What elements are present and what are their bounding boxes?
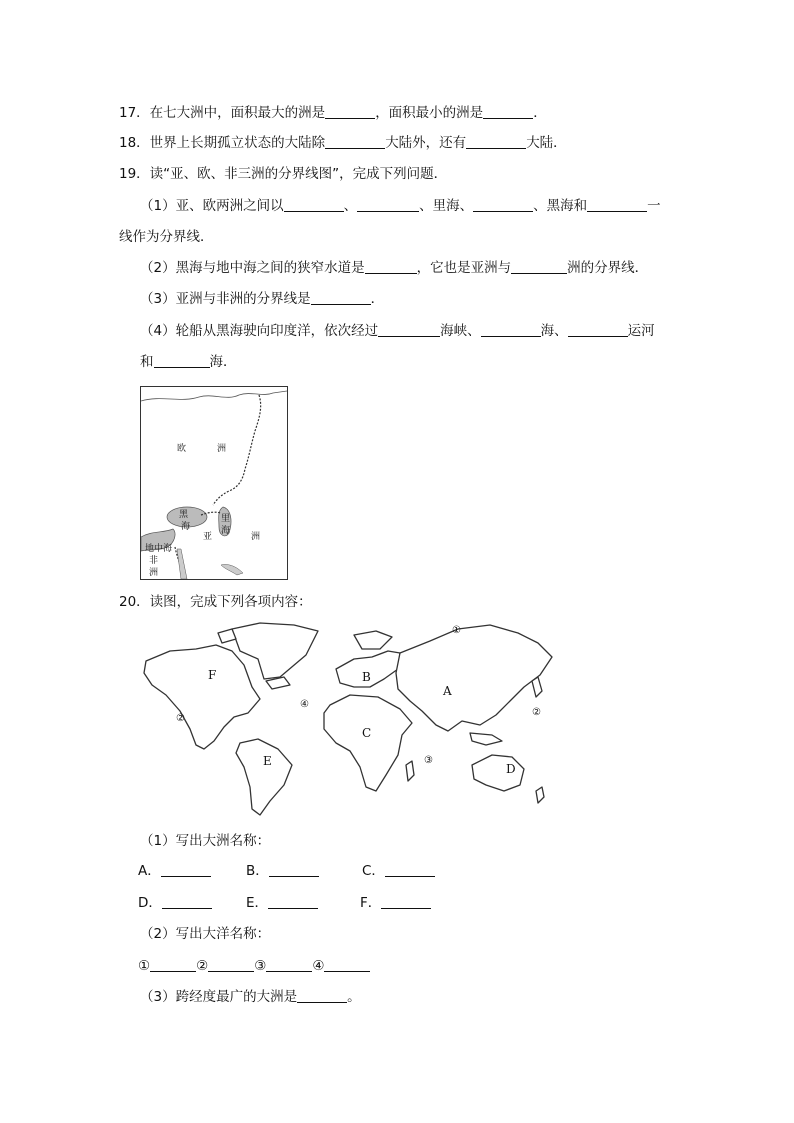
label-africa-1: 非: [149, 556, 159, 566]
ocean-label-2-west: ②: [176, 713, 185, 724]
q19-sub-1: [140, 197, 661, 215]
q20-blank-a[interactable]: [161, 862, 211, 877]
q17-text-1: 17．在七大洲中，面积最大的洲是: [119, 105, 326, 121]
q19-sub-2: [140, 259, 648, 277]
label-dizhonghai: 地中海: [145, 544, 173, 554]
q20-label-a: A．: [138, 863, 161, 879]
question-18: [119, 134, 567, 152]
boundary-map: [140, 386, 288, 580]
label-lihai-1: 里: [221, 514, 231, 524]
q19-s1-blank-3[interactable]: [473, 197, 533, 212]
ocean-label-2-east: ②: [532, 707, 541, 718]
q19-sub-4-cont: [140, 353, 237, 371]
q19-s1-blank-4[interactable]: [587, 197, 647, 212]
q20-s3-text: （3）跨经度最广的大洲是: [140, 989, 298, 1005]
q20-continents-row-2e: [246, 894, 318, 912]
q17-blank-1[interactable]: [325, 104, 375, 119]
q19-sub-3: [140, 290, 384, 308]
q17-text-3: ．: [533, 105, 547, 121]
q20-blank-widest[interactable]: [297, 988, 347, 1003]
q19-s1-blank-2[interactable]: [357, 197, 419, 212]
q20-oceans-row: [138, 957, 370, 975]
q19-s4-blank-4[interactable]: [154, 353, 210, 368]
label-heihai-2: 海: [181, 522, 191, 532]
q20-blank-d[interactable]: [162, 894, 212, 909]
q20-sub-1: （1）写出大洲名称：: [140, 833, 271, 849]
q20-blank-ocean-2[interactable]: [208, 957, 254, 972]
map-label-B: B: [362, 670, 371, 684]
label-europe-1: 欧: [177, 444, 187, 454]
q19-s4-text-e: 和: [140, 354, 154, 370]
q19-s1-text-a: （1）亚、欧两洲之间以: [140, 198, 284, 214]
q20-blank-c[interactable]: [385, 862, 435, 877]
q19-s1-sep: 、: [343, 198, 358, 214]
q20-blank-b[interactable]: [269, 862, 319, 877]
q19-s4-text-a: （4）轮船从黑海驶向印度洋，依次经过: [140, 323, 379, 339]
label-asia-2: 洲: [251, 532, 261, 542]
q19-s2-blank-1[interactable]: [365, 259, 417, 274]
q19-s1-text-d: 一: [647, 198, 661, 214]
ocean-label-4: ④: [300, 699, 309, 710]
q19-s4-text-c: 海、: [540, 323, 568, 339]
q20-label-b: B．: [246, 863, 269, 879]
ocean-label-1: ①: [452, 625, 461, 636]
q20-blank-ocean-3[interactable]: [266, 957, 312, 972]
world-map: [140, 615, 560, 820]
q20-continents-row-2: [138, 894, 212, 912]
q19-sub-1-cont: 线作为分界线．: [119, 229, 214, 245]
map-label-E: E: [263, 754, 272, 768]
label-heihai-1: 黑: [179, 510, 189, 520]
label-asia-1: 亚: [203, 532, 213, 542]
q20-sub-2: （2）写出大洋名称：: [140, 926, 271, 942]
map-label-D: D: [506, 762, 516, 776]
q19-sub-4: [140, 322, 655, 340]
q20-label-e: E．: [246, 895, 269, 911]
q19-s1-text-b: 、里海、: [419, 198, 474, 214]
q19-s4-blank-3[interactable]: [568, 322, 628, 337]
question-20-stem: 20．读图，完成下列各项内容：: [119, 594, 312, 610]
map-label-F: F: [208, 668, 217, 682]
q20-ocean-2: ②: [196, 958, 209, 974]
q18-text-3: 大陆．: [526, 135, 567, 151]
q19-s4-blank-2[interactable]: [481, 322, 541, 337]
q18-blank-1[interactable]: [325, 134, 385, 149]
q20-blank-e[interactable]: [268, 894, 318, 909]
q20-continents-row-1c: [362, 862, 435, 880]
q20-label-d: D．: [138, 895, 162, 911]
q19-s2-text-c: 洲的分界线．: [567, 260, 649, 276]
q20-blank-f[interactable]: [381, 894, 431, 909]
q20-continents-row-2f: [360, 894, 431, 912]
q19-s4-text-b: 海峡、: [440, 323, 481, 339]
question-19-stem: 19．读“亚、欧、非三洲的分界线图”，完成下列问题．: [119, 166, 448, 182]
q17-blank-2[interactable]: [483, 104, 533, 119]
q20-s3-end: 。: [347, 989, 361, 1005]
q20-ocean-1: ①: [138, 958, 151, 974]
label-europe-2: 洲: [217, 444, 227, 454]
q19-s4-blank-1[interactable]: [378, 322, 440, 337]
q18-text-2: 大陆外，还有: [385, 135, 467, 151]
q20-ocean-3: ③: [254, 958, 267, 974]
q19-s2-blank-2[interactable]: [511, 259, 567, 274]
q19-s4-text-d: 运河: [627, 323, 655, 339]
label-lihai-2: 海: [221, 526, 231, 536]
q20-ocean-4: ④: [312, 958, 325, 974]
q19-s3-blank-1[interactable]: [311, 290, 371, 305]
q20-label-f: F．: [360, 895, 382, 911]
q17-text-2: ，面积最小的洲是: [375, 105, 484, 121]
q19-s1-text-c: 、黑海和: [533, 198, 588, 214]
q20-continents-row-1b: [246, 862, 319, 880]
q19-s3-text-a: （3）亚洲与非洲的分界线是: [140, 291, 311, 307]
map-label-C: C: [362, 726, 372, 740]
q18-blank-2[interactable]: [466, 134, 526, 149]
map-label-A: A: [443, 684, 452, 698]
q19-s2-text-a: （2）黑海与地中海之间的狭窄水道是: [140, 260, 365, 276]
q20-blank-ocean-4[interactable]: [324, 957, 370, 972]
q19-s3-text-b: ．: [370, 291, 385, 307]
q20-continents-row-1: [138, 862, 211, 880]
label-africa-2: 洲: [149, 568, 159, 578]
question-17: [119, 104, 547, 122]
ocean-label-3: ③: [424, 755, 433, 766]
q19-s4-text-f: 海．: [209, 354, 237, 370]
q18-text-1: 18．世界上长期孤立状态的大陆除: [119, 135, 326, 151]
q20-label-c: C．: [362, 863, 385, 879]
q20-blank-ocean-1[interactable]: [150, 957, 196, 972]
q19-s1-blank-1[interactable]: [284, 197, 344, 212]
q20-sub-3: [140, 988, 361, 1006]
q19-s2-text-b: ，它也是亚洲与: [416, 260, 512, 276]
